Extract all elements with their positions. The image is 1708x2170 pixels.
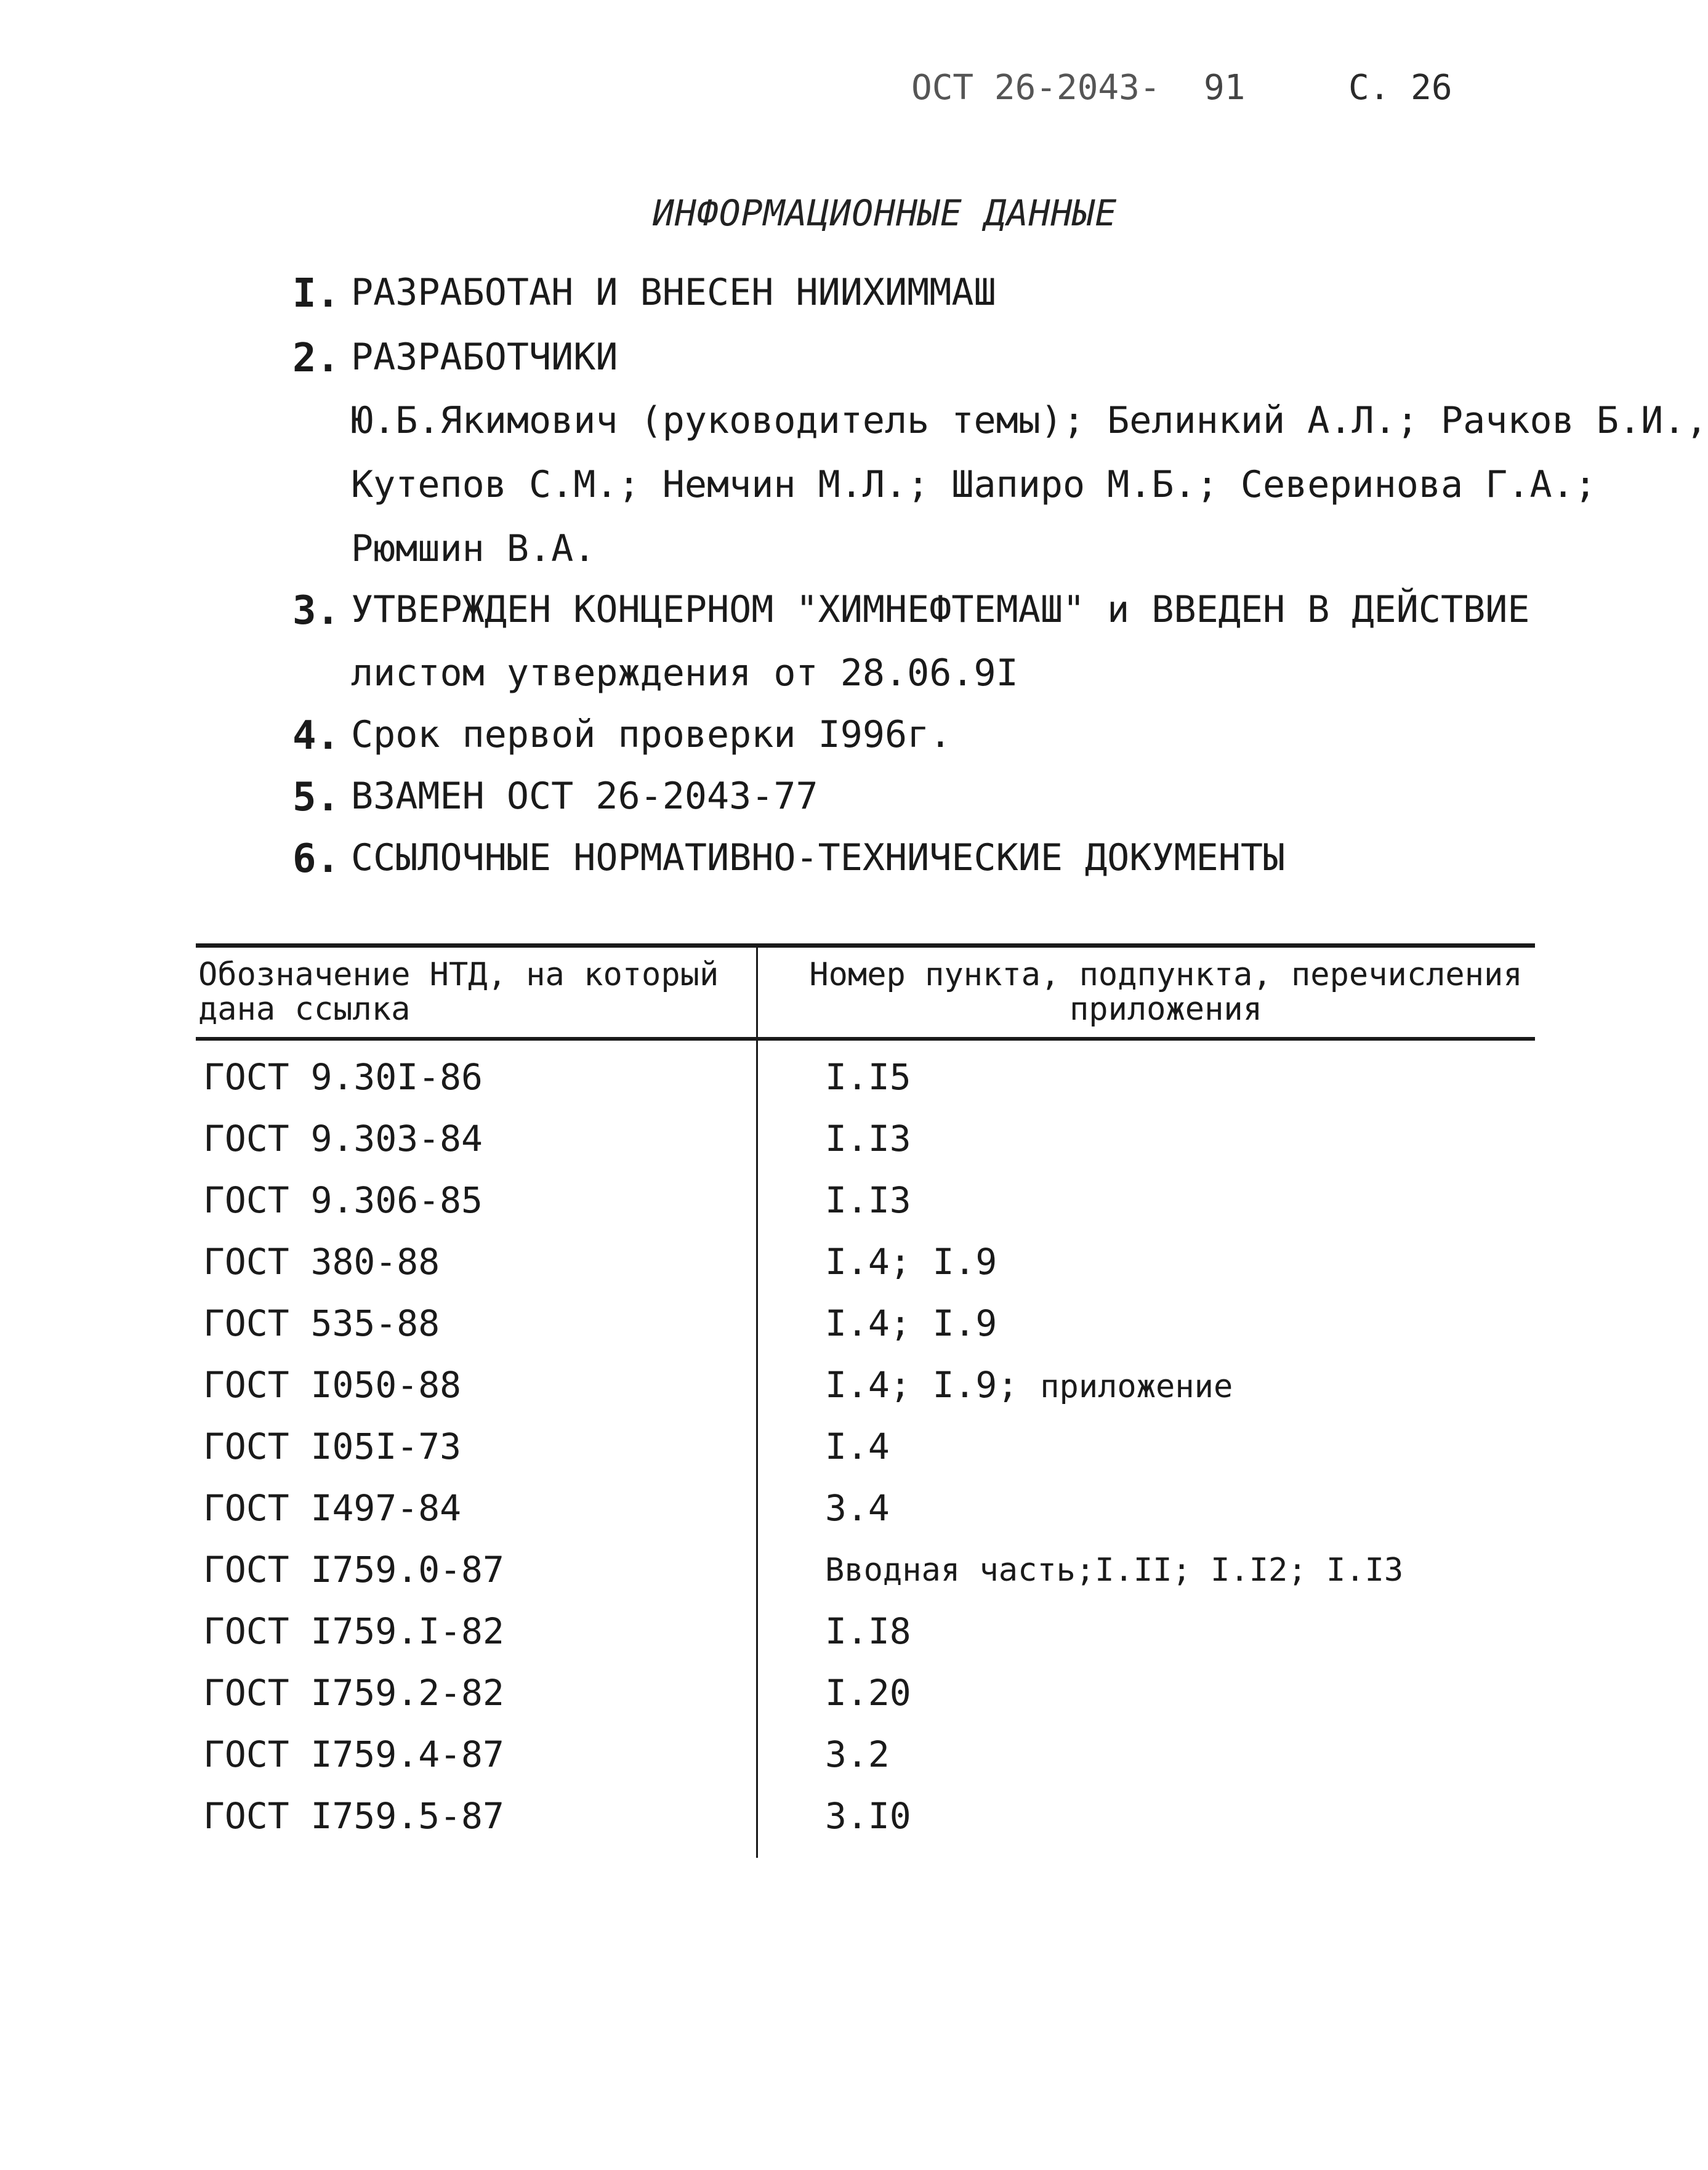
- item-text: РАЗРАБОТАН И ВНЕСЕН НИИХИММАШ: [351, 271, 996, 314]
- table-cell-clause: I.I8: [825, 1610, 911, 1652]
- table-cell-ntd: ГОСТ I759.I-82: [203, 1610, 504, 1652]
- table-cell-clause: I.4; I.9: [825, 1302, 997, 1344]
- document-year: 91: [1204, 68, 1246, 108]
- item-number: 6.: [292, 836, 340, 882]
- table-cell-clause: Вводная часть;I.II; I.I2; I.I3: [825, 1552, 1404, 1589]
- table-cell-clause: I.I5: [825, 1056, 911, 1098]
- section-title: ИНФОРМАЦИОННЫЕ ДАННЫЕ: [653, 192, 1118, 234]
- item-number: 4.: [292, 713, 340, 759]
- table-cell-ntd: ГОСТ I05I-73: [203, 1426, 462, 1467]
- developers-line-1: Ю.Б.Якимович (руководитель темы); Белинкий А.Л.; Рачков Б.И.,: [351, 399, 1708, 442]
- table-header-clause: Номер пункта, подпункта, перечисления приложения: [809, 956, 1523, 1028]
- table-cell-ntd: ГОСТ 9.306-85: [203, 1179, 483, 1221]
- table-cell-clause: I.I3: [825, 1179, 911, 1221]
- table-cell-clause: I.4: [825, 1426, 890, 1467]
- page-number: С. 26: [1348, 68, 1452, 108]
- clause-refs: I.4; I.9;: [825, 1364, 1019, 1406]
- document-code: ОСТ 26-2043-: [911, 68, 1161, 108]
- table-cell-ntd: ГОСТ 380-88: [203, 1241, 440, 1283]
- table-cell-clause: 3.I0: [825, 1795, 911, 1837]
- table-header-rule: [196, 1037, 1535, 1041]
- table-cell-ntd: ГОСТ I759.5-87: [203, 1795, 504, 1837]
- table-cell-clause: 3.2: [825, 1733, 890, 1775]
- table-cell-ntd: ГОСТ I497-84: [203, 1487, 462, 1529]
- table-cell-ntd: ГОСТ I759.2-82: [203, 1672, 504, 1714]
- item-text: ВЗАМЕН ОСТ 26-2043-77: [351, 775, 818, 818]
- table-cell-ntd: ГОСТ 535-88: [203, 1302, 440, 1344]
- table-header-ntd: Обозначение НТД, на который дана ссылка: [198, 956, 719, 1028]
- item-number: 5.: [292, 775, 340, 820]
- table-cell-clause: I.I3: [825, 1118, 911, 1160]
- table-cell-clause: 3.4: [825, 1487, 890, 1529]
- table-cell-ntd: ГОСТ I050-88: [203, 1364, 462, 1406]
- table-cell-ntd: ГОСТ 9.30I-86: [203, 1056, 483, 1098]
- item-number: 3.: [292, 588, 340, 634]
- item-text: РАЗРАБОТЧИКИ: [351, 336, 618, 379]
- table-cell-ntd: ГОСТ I759.4-87: [203, 1733, 504, 1775]
- clause-appendix: приложение: [1040, 1368, 1233, 1405]
- developers-line-3: Рюмшин В.А.: [351, 527, 596, 570]
- approval-line: листом утверждения от 28.06.9I: [351, 651, 1018, 695]
- item-number: I.: [292, 271, 340, 317]
- item-text: УТВЕРЖДЕН КОНЦЕРНОМ "ХИМНЕФТЕМАШ" и ВВЕДЕН В ДЕЙСТВИЕ: [351, 588, 1530, 631]
- developers-line-2: Кутепов С.М.; Немчин М.Л.; Шапиро М.Б.; Северинова Г.А.;: [351, 463, 1597, 506]
- item-text: ССЫЛОЧНЫЕ НОРМАТИВНО-ТЕХНИЧЕСКИЕ ДОКУМЕНТЫ: [351, 836, 1286, 879]
- table-cell-clause: [825, 1364, 1233, 1406]
- table-top-rule: [196, 943, 1535, 948]
- table-cell-clause: I.20: [825, 1672, 911, 1714]
- item-number: 2.: [292, 336, 340, 381]
- table-cell-ntd: ГОСТ I759.0-87: [203, 1549, 504, 1591]
- table-cell-clause: I.4; I.9: [825, 1241, 997, 1283]
- table-cell-ntd: ГОСТ 9.303-84: [203, 1118, 483, 1160]
- item-text: Срок первой проверки I996г.: [351, 713, 952, 756]
- table-column-divider: [756, 943, 758, 1858]
